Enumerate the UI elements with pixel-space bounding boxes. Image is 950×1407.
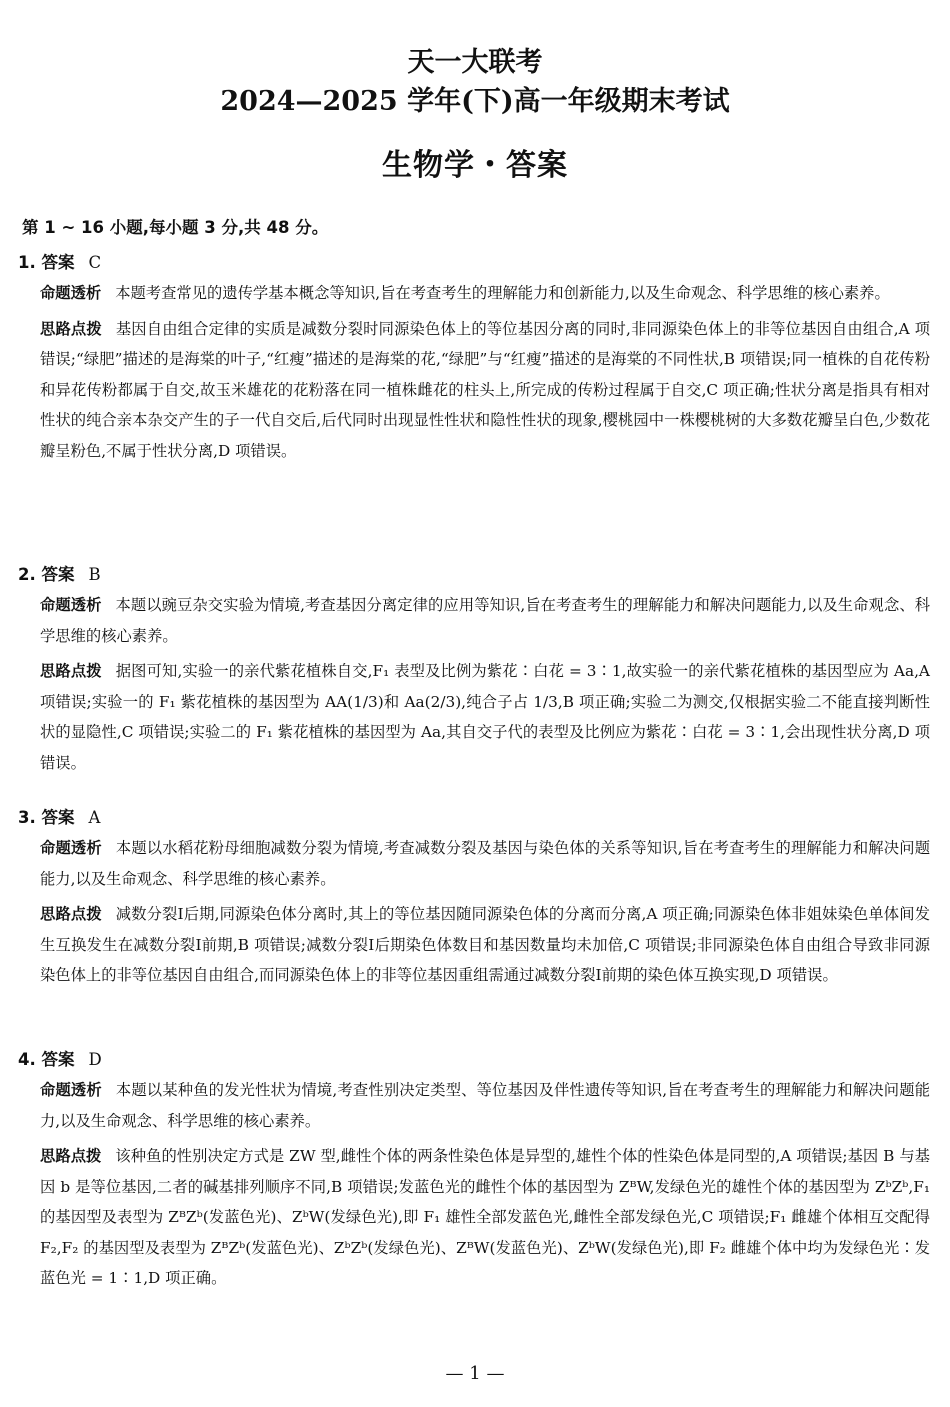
answer-value: C — [88, 253, 102, 272]
answer-value: D — [88, 1050, 102, 1069]
hint-text: 基因自由组合定律的实质是减数分裂时同源染色体上的等位基因分离的同时,非同源染色体上的非等位基因自由组合,A 项错误;“绿肥”描述的是海棠的叶子,“红瘦”描述的是海棠的花,“绿肥”与“红瘦”描述的是海棠的不同性状,B 项错误;同一植株的自花传粉和异花传粉都属于自交,故玉米雄花的花粉落在同一植株雌花的柱头上,所完成的传粉过程属于自交,C 项正确;性状分离是指具有相对性状的纯合亲本杂交产生的子一代自交后,后代同时出现显性性状和隐性性状的现象,樱桃园中一株樱桃树的大多数花瓣呈白色,少数花瓣呈粉色,不属于性状分离,D 项错误。 — [40, 319, 930, 460]
analysis-block — [40, 590, 930, 651]
hint-label: 思路点拨 — [40, 905, 102, 923]
analysis-block — [40, 833, 930, 894]
answer-line — [18, 559, 930, 590]
hint-block — [40, 656, 930, 778]
answer-label: 2. 答案 — [18, 565, 75, 584]
answer-label: 4. 答案 — [18, 1050, 75, 1069]
question-3 — [18, 802, 930, 996]
hint-label: 思路点拨 — [40, 319, 102, 338]
analysis-text: 本题以豌豆杂交实验为情境,考查基因分离定律的应用等知识,旨在考查考生的理解能力和解决问题能力,以及生命观念、科学思维的核心素养。 — [40, 596, 930, 645]
hint-block — [40, 314, 930, 467]
section-intro: 第 1 ~ 16 小题,每小题 3 分,共 48 分。 — [22, 218, 329, 237]
analysis-text: 本题以某种鱼的发光性状为情境,考查性别决定类型、等位基因及伴性遗传等知识,旨在考查考生的理解能力和解决问题能力,以及生命观念、科学思维的核心素养。 — [40, 1081, 930, 1130]
answer-value: A — [88, 808, 101, 827]
analysis-block — [40, 1075, 930, 1136]
question-2 — [18, 559, 930, 783]
analysis-label: 命题透析 — [40, 1081, 102, 1099]
page-number: — 1 — — [445, 1363, 505, 1384]
answer-line — [18, 802, 930, 833]
answer-line — [18, 1044, 930, 1075]
analysis-text: 本题以水稻花粉母细胞减数分裂为情境,考查减数分裂及基因与染色体的关系等知识,旨在考查考生的理解能力和解决问题能力,以及生命观念、科学思维的核心素养。 — [40, 839, 930, 888]
hint-label: 思路点拨 — [40, 1147, 102, 1165]
analysis-label: 命题透析 — [40, 284, 102, 302]
hint-text: 据图可知,实验一的亲代紫花植株自交,F₁ 表型及比例为紫花∶白花 = 3∶1,故实验一的亲代紫花植株的基因型应为 Aa,A 项错误;实验一的 F₁ 紫花植株的基因型为 AA(1/3)和 Aa(2/3),纯合子占 1/3,B 项正确;实验二为测交,仅根据实验二不能直接判断性状的显隐性,C 项错误;实验二的 F₁ 紫花植株的基因型为 Aa,其自交子代的表型及比例应为紫花∶白花 = 3∶1,会出现性状分离,D 项错误。 — [40, 662, 930, 772]
subject-title: 生物学・答案 — [382, 148, 568, 183]
answer-label: 3. 答案 — [18, 808, 75, 827]
hint-block — [40, 899, 930, 991]
question-1 — [18, 247, 930, 471]
analysis-text: 本题考查常见的遗传学基本概念等知识,旨在考查考生的理解能力和创新能力,以及生命观念、科学思维的核心素养。 — [115, 284, 890, 302]
analysis-block — [40, 278, 930, 309]
hint-text: 减数分裂Ⅰ后期,同源染色体分离时,其上的等位基因随同源染色体的分离而分离,A 项正确;同源染色体非姐妹染色单体间发生互换发生在减数分裂Ⅰ前期,B 项错误;减数分裂Ⅰ后期染色体数目和基因数量均未加倍,C 项错误;非同源染色体自由组合导致非同源染色体上的非等位基因自由组合,而同源染色体上的非等位基因重组需通过减数分裂Ⅰ前期的染色体互换实现,D 项错误。 — [40, 905, 930, 984]
answer-line — [18, 247, 930, 278]
hint-block — [40, 1141, 930, 1294]
answer-label: 1. 答案 — [18, 253, 75, 272]
hint-text: 该种鱼的性别决定方式是 ZW 型,雌性个体的两条性染色体是异型的,雄性个体的性染色体是同型的,A 项错误;基因 B 与基因 b 是等位基因,二者的碱基排列顺序不同,B 项错误;发蓝色光的雌性个体的基因型为 ZᴮW,发绿色光的雄性个体的基因型为 ZᵇZᵇ,F₁ 的基因型及表型为 ZᴮZᵇ(发蓝色光)、ZᵇW(发绿色光),即 F₁ 雄性全部发蓝色光,雌性全部发绿色光,C 项错误;F₁ 雌雄个体相互交配得 F₂,F₂ 的基因型及表型为 ZᴮZᵇ(发蓝色光)、ZᵇZᵇ(发绿色光)、ZᴮW(发蓝色光)、ZᵇW(发绿色光),即 F₂ 雌雄个体中均为发绿色光∶发蓝色光 = 1∶1,D 项正确。 — [40, 1147, 930, 1287]
exam-org-title: 天一大联考 — [407, 47, 543, 78]
exam-title: 2024—2025 学年(下)高一年级期末考试 — [220, 86, 730, 117]
answer-value: B — [88, 565, 101, 584]
analysis-label: 命题透析 — [40, 596, 102, 614]
hint-label: 思路点拨 — [40, 662, 102, 680]
analysis-label: 命题透析 — [40, 839, 102, 857]
question-4 — [18, 1044, 930, 1299]
